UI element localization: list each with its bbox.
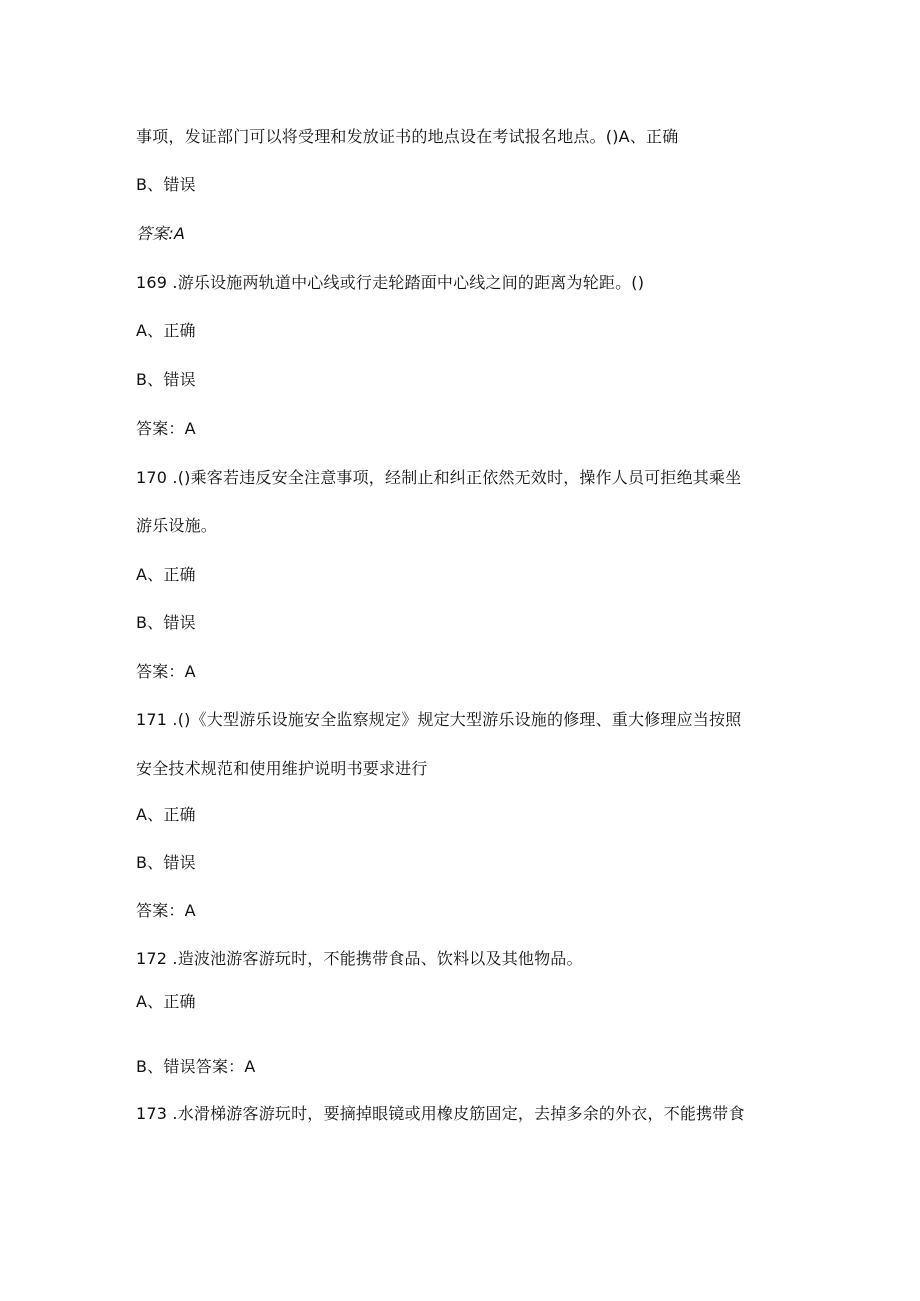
question-172: 172 .造波池游客游玩时，不能携带食品、饮料以及其他物品。 bbox=[136, 949, 583, 968]
option-b: B、错误 bbox=[136, 853, 196, 872]
option-a: A、正确 bbox=[136, 805, 196, 824]
option-a: A、正确 bbox=[136, 565, 196, 584]
question-173: 173 .水滑梯游客游玩时，要摘掉眼镜或用橡皮筋固定，去掉多余的外衣，不能携带食 bbox=[136, 1104, 745, 1123]
answer-line: 答案:A bbox=[136, 224, 186, 243]
question-171: 171 .()《大型游乐设施安全监察规定》规定大型游乐设施的修理、重大修理应当按照 bbox=[136, 710, 742, 729]
question-170: 170 .()乘客若违反安全注意事项，经制止和纠正依然无效时，操作人员可拒绝其乘坐 bbox=[136, 468, 742, 487]
text-line-1: 事项，发证部门可以将受理和发放证书的地点设在考试报名地点。()A、正确 bbox=[136, 127, 679, 146]
option-b: B、错误 bbox=[136, 613, 196, 632]
option-a: A、正确 bbox=[136, 321, 196, 340]
answer-line: 答案：A bbox=[136, 662, 196, 681]
answer-line: 答案：A bbox=[136, 901, 196, 920]
answer-line: 答案：A bbox=[136, 419, 196, 438]
question-170-cont: 游乐设施。 bbox=[136, 516, 218, 535]
option-a: A、正确 bbox=[136, 992, 196, 1011]
option-b: B、错误 bbox=[136, 370, 196, 389]
question-169: 169 .游乐设施两轨道中心线或行走轮踏面中心线之间的距离为轮距。() bbox=[136, 273, 645, 292]
option-b: B、错误 bbox=[136, 175, 196, 194]
option-b-answer: B、错误答案：A bbox=[136, 1057, 256, 1076]
question-171-cont: 安全技术规范和使用维护说明书要求进行 bbox=[136, 759, 428, 778]
